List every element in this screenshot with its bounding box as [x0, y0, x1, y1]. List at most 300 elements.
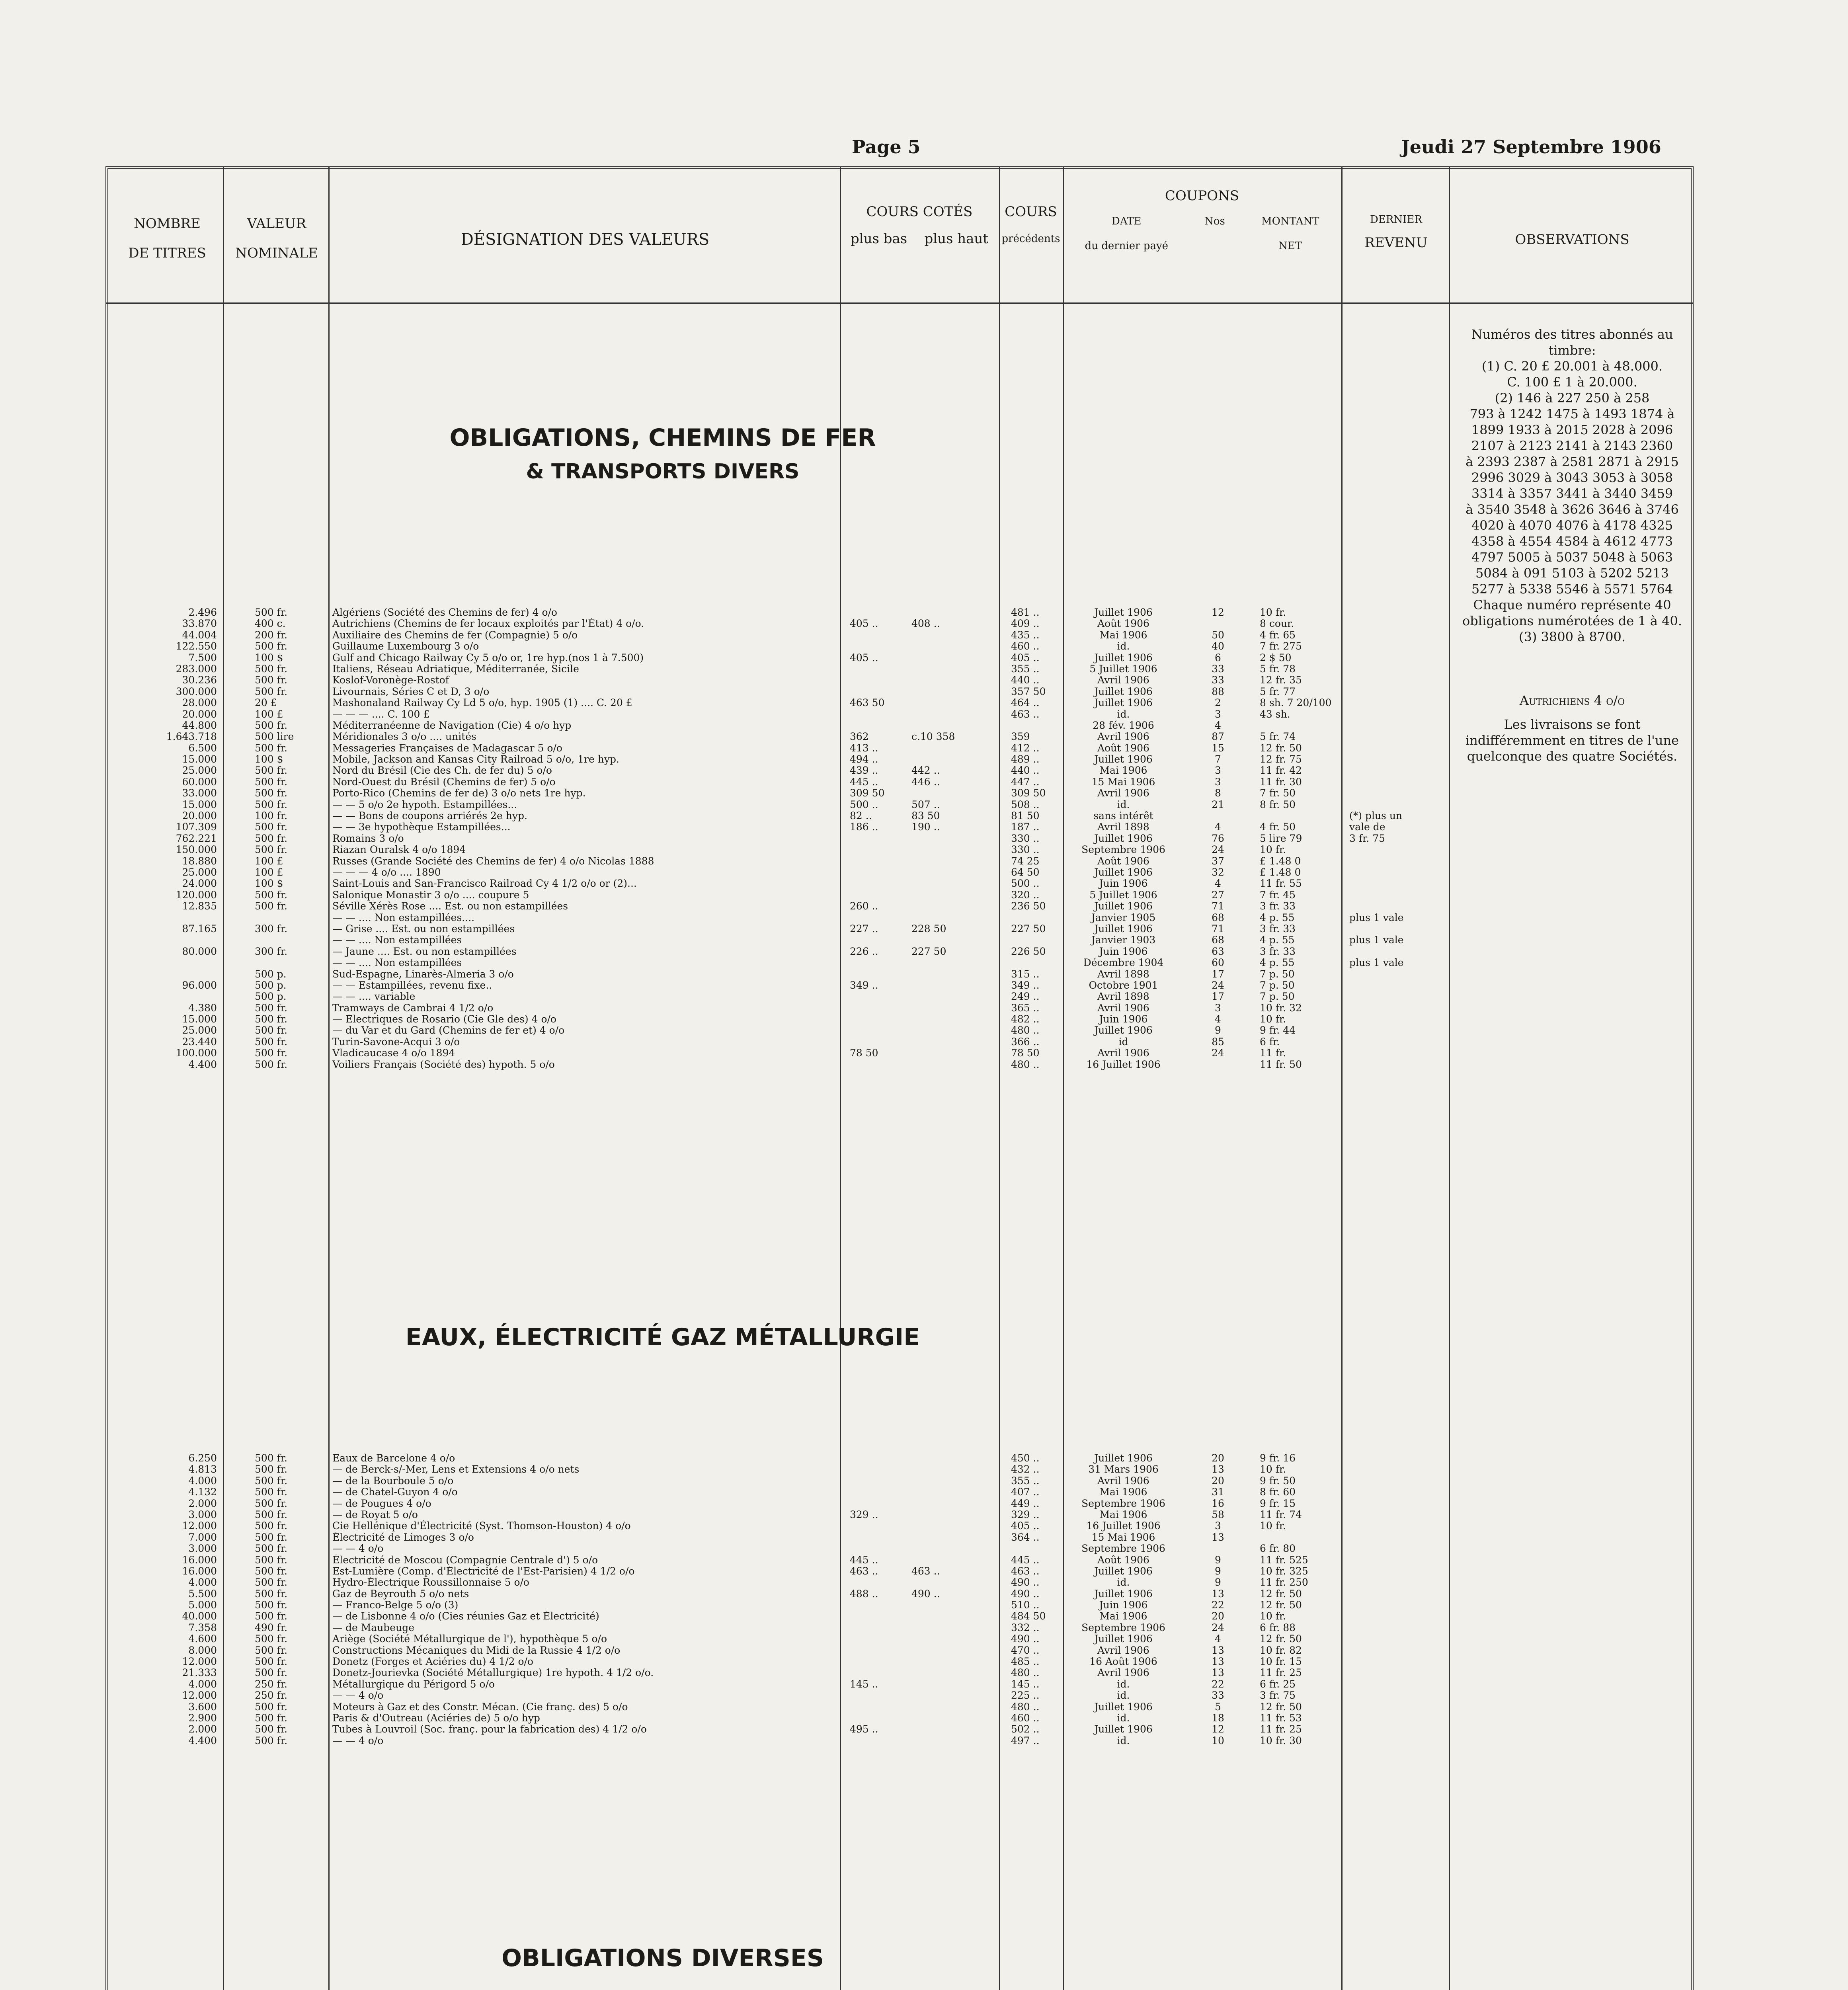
cell-plus-haut: 490 ..: [911, 1588, 940, 1600]
cell-montant: 10 fr. 82: [1260, 1645, 1302, 1656]
table-row: [0, 1509, 1848, 1520]
cell-revenu: plus 1 vale: [1349, 912, 1404, 923]
cell-nombre: 3.600: [188, 1701, 217, 1713]
cell-coupon-no: 24: [1212, 844, 1224, 856]
cell-coupon-no: 60: [1212, 957, 1224, 969]
cell-coupon-date: Mai 1906: [1099, 1509, 1147, 1520]
cell-coupon-date: Juin 1906: [1099, 878, 1148, 890]
section-title-obligations-diverses: OBLIGATIONS DIVERSES: [501, 1944, 824, 1972]
cell-nombre: 122.550: [176, 641, 217, 652]
cell-valeur: 300 fr.: [255, 946, 288, 957]
cell-nombre: 33.000: [182, 788, 217, 799]
cell-coupon-date: id.: [1117, 1735, 1130, 1746]
cell-cours-precedent: 449 ..: [1011, 1498, 1040, 1509]
cell-revenu: plus 1 vale: [1349, 957, 1404, 969]
observations-numeros-line: 4358 à 4554 4584 à 4612 4773: [1471, 534, 1673, 549]
cell-valeur: 500 fr.: [255, 1475, 288, 1487]
observations-numeros-line: à 2393 2387 à 2581 2871 à 2915: [1466, 454, 1679, 469]
cell-nombre: 5.000: [188, 1600, 217, 1611]
cell-valeur: 500 fr.: [255, 901, 288, 912]
cell-coupon-no: 4: [1215, 878, 1221, 890]
cell-coupon-no: 50: [1212, 629, 1224, 641]
cell-designation: — — 5 o/o 2e hypoth. Estampillées...: [332, 799, 517, 810]
cell-designation: Voiliers Français (Société des) hypoth. 5 o/o: [332, 1059, 555, 1070]
cell-coupon-no: 68: [1212, 935, 1224, 946]
cell-coupon-no: 5: [1215, 1701, 1221, 1713]
cell-valeur: 500 fr.: [255, 1520, 288, 1532]
cell-coupon-date: 28 fév. 1906: [1093, 720, 1154, 731]
cell-coupon-date: Septembre 1906: [1081, 1498, 1165, 1509]
cell-montant: 6 fr. 88: [1260, 1622, 1296, 1633]
cell-coupon-date: 5 Juillet 1906: [1089, 889, 1157, 901]
cell-coupon-date: Juillet 1906: [1094, 1453, 1153, 1464]
cell-plus-bas: 445 ..: [850, 776, 878, 788]
col-head-cours: COURS précédents: [1001, 204, 1060, 245]
cell-designation: — — — .... C. 100 £: [332, 708, 430, 720]
cell-cours-precedent: 78 50: [1011, 1048, 1040, 1059]
cell-designation: Auxiliaire des Chemins de fer (Compagnie) 5 o/o: [332, 629, 578, 641]
cell-nombre: 44.800: [182, 720, 217, 731]
cell-montant: 43 sh.: [1260, 708, 1290, 720]
cell-coupon-date: Janvier 1903: [1091, 935, 1156, 946]
cell-valeur: 100 £: [255, 708, 283, 720]
cell-coupon-no: 13: [1212, 1588, 1224, 1600]
cell-nombre: 4.400: [188, 1735, 217, 1746]
cell-nombre: 107.309: [176, 821, 217, 833]
cell-montant: 12 fr. 50: [1260, 1701, 1302, 1713]
cell-coupon-date: 5 Juillet 1906: [1089, 663, 1157, 675]
observations-autrichiens: Autrichiens 4 o/o Les livraisons se font indifféremment en titres de l'une quelconque des quatre Sociétés.: [1465, 693, 1679, 764]
cell-designation: Hydro-Électrique Roussillonnaise 5 o/o: [332, 1577, 529, 1588]
cell-montant: 10 fr.: [1260, 1520, 1286, 1532]
table-row: [0, 1014, 1848, 1025]
cell-montant: 10 fr.: [1260, 844, 1286, 856]
cell-valeur: 500 fr.: [255, 663, 288, 675]
cell-coupon-date: Avril 1906: [1097, 1645, 1149, 1656]
cell-designation: — — .... Non estampillées: [332, 957, 462, 969]
cell-coupon-no: 9: [1215, 1554, 1221, 1566]
table-row: [0, 946, 1848, 957]
cell-coupon-date: Mai 1906: [1099, 765, 1147, 776]
cell-valeur: 500 fr.: [255, 1554, 288, 1566]
col-head-cours-cotes: COURS COTÉS plus bas plus haut: [850, 204, 989, 247]
cell-plus-bas: 227 ..: [850, 923, 878, 935]
cell-cours-precedent: 74 25: [1011, 855, 1040, 867]
observations-numeros-line: C. 100 £ 1 à 20.000.: [1507, 375, 1637, 390]
cell-valeur: 500 fr.: [255, 1464, 288, 1475]
cell-designation: Électricité de Moscou (Compagnie Centrale d') 5 o/o: [332, 1554, 598, 1566]
cell-cours-precedent: 187 ..: [1011, 821, 1040, 833]
cell-coupon-date: Août 1906: [1097, 1554, 1149, 1566]
cell-montant: 8 sh. 7 20/100: [1260, 697, 1332, 709]
cell-cours-precedent: 490 ..: [1011, 1577, 1040, 1588]
cell-coupon-date: Avril 1906: [1097, 1667, 1149, 1679]
cell-montant: 6 fr. 80: [1260, 1543, 1296, 1555]
cell-valeur: 400 c.: [255, 618, 286, 630]
cell-nombre: 100.000: [176, 1048, 217, 1059]
cell-valeur: 500 fr.: [255, 1656, 288, 1668]
observations-numeros-line: (3) 3800 à 8700.: [1519, 629, 1626, 644]
cell-valeur: 100 £: [255, 855, 283, 867]
cell-cours-precedent: 405 ..: [1011, 652, 1040, 663]
cell-coupon-no: 24: [1212, 979, 1224, 991]
cell-coupon-no: 10: [1212, 1735, 1224, 1746]
cell-nombre: 4.000: [188, 1475, 217, 1487]
cell-coupon-date: Mai 1906: [1099, 1487, 1147, 1498]
cell-designation: Donetz-Jourievka (Société Métallurgique) 1re hypoth. 4 1/2 o/o.: [332, 1667, 654, 1679]
cell-montant: 12 fr. 50: [1260, 1588, 1302, 1600]
cell-montant: 4 p. 55: [1260, 935, 1295, 946]
cell-designation: Méditerranéenne de Navigation (Cie) 4 o/o hyp: [332, 720, 572, 731]
cell-cours-precedent: 480 ..: [1011, 1701, 1040, 1713]
cell-coupon-date: 16 Août 1906: [1089, 1656, 1157, 1668]
cell-nombre: 2.000: [188, 1724, 217, 1735]
observations-numeros-line: 2107 à 2123 2141 à 2143 2360: [1471, 438, 1673, 453]
cell-montant: 5 fr. 78: [1260, 663, 1296, 675]
cell-coupon-no: 13: [1212, 1645, 1224, 1656]
cell-cours-precedent: 481 ..: [1011, 607, 1040, 618]
cell-valeur: 500 fr.: [255, 641, 288, 652]
cell-coupon-no: 4: [1215, 720, 1221, 731]
cell-designation: Donetz (Forges et Aciéries du) 4 1/2 o/o: [332, 1656, 533, 1668]
cell-plus-bas: 260 ..: [850, 901, 878, 912]
cell-revenu: 3 fr. 75: [1349, 833, 1386, 844]
cell-valeur: 500 fr.: [255, 1025, 288, 1036]
cell-valeur: 500 fr.: [255, 889, 288, 901]
table-row: [0, 991, 1848, 1002]
cell-nombre: 12.835: [182, 901, 217, 912]
table-row: [0, 675, 1848, 686]
cell-montant: 7 p. 50: [1260, 968, 1295, 980]
cell-nombre: 15.000: [182, 754, 217, 765]
cell-montant: 10 fr. 325: [1260, 1565, 1308, 1577]
cell-nombre: 283.000: [176, 663, 217, 675]
cell-coupon-no: 37: [1212, 855, 1224, 867]
cell-coupon-date: id.: [1117, 641, 1130, 652]
cell-coupon-date: Octobre 1901: [1089, 979, 1158, 991]
cell-coupon-date: Juillet 1906: [1094, 1701, 1153, 1713]
cell-montant: 8 cour.: [1260, 618, 1294, 630]
cell-plus-bas: 413 ..: [850, 742, 878, 754]
cell-designation: Nord-Ouest du Brésil (Chemins de fer) 5 o/o: [332, 776, 556, 788]
table-row: [0, 833, 1848, 844]
cell-coupon-date: Juillet 1906: [1094, 1565, 1153, 1577]
cell-cours-precedent: 366 ..: [1011, 1036, 1040, 1048]
cell-designation: — du Var et du Gard (Chemins de fer et) 4 o/o: [332, 1025, 565, 1036]
cell-montant: 7 fr. 50: [1260, 788, 1296, 799]
cell-coupon-date: Juin 1906: [1099, 1600, 1148, 1611]
cell-valeur: 490 fr.: [255, 1622, 288, 1633]
observations-numeros-line: 2996 3029 à 3043 3053 à 3058: [1471, 470, 1673, 485]
cell-plus-haut: 83 50: [911, 810, 940, 822]
cell-designation: — — — 4 o/o .... 1890: [332, 866, 441, 878]
cell-plus-bas: 439 ..: [850, 765, 878, 776]
cell-designation: Russes (Grande Société des Chemins de fer) 4 o/o Nicolas 1888: [332, 855, 654, 867]
cell-montant: £ 1.48 0: [1260, 866, 1301, 878]
cell-cours-precedent: 470 ..: [1011, 1645, 1040, 1656]
cell-plus-bas: 500 ..: [850, 799, 878, 810]
cell-nombre: 23.440: [182, 1036, 217, 1048]
cell-valeur: 500 fr.: [255, 821, 288, 833]
table-row: [0, 1555, 1848, 1566]
cell-valeur: 500 lire: [255, 731, 294, 743]
cell-valeur: 500 fr.: [255, 720, 288, 731]
cell-designation: — — 4 o/o: [332, 1543, 384, 1555]
cell-montant: 11 fr. 53: [1260, 1712, 1302, 1724]
cell-montant: 6 fr.: [1260, 1036, 1280, 1048]
observations-numeros-line: 1899 1933 à 2015 2028 à 2096: [1471, 422, 1673, 437]
cell-nombre: 28.000: [182, 697, 217, 709]
cell-designation: — Franco-Belge 5 o/o (3): [332, 1600, 459, 1611]
cell-cours-precedent: 435 ..: [1011, 629, 1040, 641]
cell-nombre: 762.221: [176, 833, 217, 844]
cell-valeur: 500 fr.: [255, 1633, 288, 1645]
cell-nombre: 20.000: [182, 810, 217, 822]
cell-nombre: 6.500: [188, 742, 217, 754]
table-row: [0, 1048, 1848, 1059]
cell-coupon-date: Mai 1906: [1099, 1611, 1147, 1622]
cell-coupon-no: 17: [1212, 991, 1224, 1003]
cell-valeur: 500 fr.: [255, 1611, 288, 1622]
section-title-chemins-de-fer: OBLIGATIONS, CHEMINS DE FER: [449, 424, 876, 452]
cell-valeur: 500 fr.: [255, 1048, 288, 1059]
cell-cours-precedent: 225 ..: [1011, 1690, 1040, 1701]
col-head-designation: DÉSIGNATION DES VALEURS: [461, 230, 710, 249]
cell-designation: Livournais, Séries C et D, 3 o/o: [332, 686, 490, 697]
table-row: [0, 765, 1848, 776]
table-row: [0, 912, 1848, 923]
cell-cours-precedent: 489 ..: [1011, 754, 1040, 765]
cell-plus-haut: 228 50: [911, 923, 946, 935]
table-row: [0, 1690, 1848, 1701]
cell-cours-precedent: 480 ..: [1011, 1667, 1040, 1679]
cell-montant: 12 fr. 50: [1260, 1600, 1302, 1611]
cell-designation: — — 3e hypothèque Estampillées...: [332, 821, 511, 833]
table-row: [0, 776, 1848, 788]
observations-numeros-line: 4020 à 4070 4076 à 4178 4325: [1471, 518, 1673, 533]
header-rule: [105, 302, 1694, 304]
cell-plus-haut: 442 ..: [911, 765, 940, 776]
cell-montant: 3 fr. 75: [1260, 1690, 1296, 1701]
cell-valeur: 500 p.: [255, 979, 287, 991]
cell-montant: 9 fr. 44: [1260, 1025, 1296, 1036]
table-row: [0, 890, 1848, 901]
cell-montant: 10 fr. 15: [1260, 1656, 1302, 1668]
cell-nombre: 7.000: [188, 1532, 217, 1543]
cell-designation: — — 4 o/o: [332, 1735, 384, 1746]
cell-coupon-no: 12: [1212, 1724, 1224, 1735]
cell-nombre: 44.004: [182, 629, 217, 641]
cell-coupon-date: id: [1118, 1036, 1128, 1048]
cell-nombre: 5.500: [188, 1588, 217, 1600]
table-row: [0, 935, 1848, 946]
cell-cours-precedent: 440 ..: [1011, 675, 1040, 686]
cell-coupon-no: 87: [1212, 731, 1224, 743]
cell-coupon-date: Juillet 1906: [1094, 1588, 1153, 1600]
cell-coupon-no: 21: [1212, 799, 1224, 810]
cell-montant: £ 1.48 0: [1260, 855, 1301, 867]
cell-nombre: 33.870: [182, 618, 217, 630]
table-row: [0, 1487, 1848, 1498]
cell-valeur: 500 fr.: [255, 1487, 288, 1498]
table-row: [0, 969, 1848, 980]
cell-plus-bas: 494 ..: [850, 754, 878, 765]
table-row: [0, 867, 1848, 878]
cell-designation: Messageries Françaises de Madagascar 5 o/o: [332, 742, 562, 754]
cell-plus-bas: 463 ..: [850, 1565, 878, 1577]
cell-coupon-no: 3: [1215, 1002, 1221, 1014]
cell-designation: Turin-Savone-Acqui 3 o/o: [332, 1036, 460, 1048]
cell-valeur: 500 fr.: [255, 776, 288, 788]
cell-designation: — — 4 o/o: [332, 1690, 384, 1701]
table-row: [0, 844, 1848, 855]
cell-plus-bas: 145 ..: [850, 1678, 878, 1690]
cell-coupon-date: Juin 1906: [1099, 1014, 1148, 1025]
cell-revenu: plus 1 vale: [1349, 935, 1404, 946]
cell-montant: 7 fr. 45: [1260, 889, 1296, 901]
cell-coupon-no: 4: [1215, 1014, 1221, 1025]
cell-montant: 12 fr. 50: [1260, 742, 1302, 754]
cell-valeur: 20 £: [255, 697, 277, 709]
cell-coupon-date: Juillet 1906: [1094, 866, 1153, 878]
cell-valeur: 500 fr.: [255, 1453, 288, 1464]
table-row: [0, 1498, 1848, 1509]
cell-designation: Vladicaucase 4 o/o 1894: [332, 1048, 455, 1059]
table-row: [0, 957, 1848, 968]
cell-nombre: 1.643.718: [166, 731, 217, 743]
cell-valeur: 500 fr.: [255, 1543, 288, 1555]
cell-cours-precedent: 447 ..: [1011, 776, 1040, 788]
cell-nombre: 15.000: [182, 799, 217, 810]
cell-cours-precedent: 330 ..: [1011, 844, 1040, 856]
cell-montant: 9 fr. 15: [1260, 1498, 1296, 1509]
cell-valeur: 500 p.: [255, 968, 287, 980]
cell-coupon-no: 71: [1212, 923, 1224, 935]
cell-designation: Est-Lumière (Comp. d'Électricité de l'Est-Parisien) 4 1/2 o/o: [332, 1565, 635, 1577]
cell-montant: 5 fr. 74: [1260, 731, 1296, 743]
cell-valeur: 500 fr.: [255, 607, 288, 618]
cell-montant: 3 fr. 33: [1260, 923, 1296, 935]
cell-cours-precedent: 357 50: [1011, 686, 1046, 697]
cell-coupon-no: 2: [1215, 697, 1221, 709]
cell-valeur: 500 fr.: [255, 1712, 288, 1724]
cell-nombre: 4.600: [188, 1633, 217, 1645]
cell-montant: 11 fr. 74: [1260, 1509, 1302, 1520]
cell-valeur: 500 fr.: [255, 1498, 288, 1509]
cell-coupon-no: 12: [1212, 607, 1224, 618]
cell-coupon-date: id.: [1117, 1577, 1130, 1588]
cell-plus-haut: 190 ..: [911, 821, 940, 833]
cell-coupon-no: 31: [1212, 1487, 1224, 1498]
cell-montant: 11 fr. 55: [1260, 878, 1302, 890]
cell-coupon-no: 6: [1215, 652, 1221, 663]
cell-valeur: 250 fr.: [255, 1690, 288, 1701]
cell-cours-precedent: 315 ..: [1011, 968, 1040, 980]
cell-valeur: 500 fr.: [255, 1002, 288, 1014]
cell-nombre: 12.000: [182, 1656, 217, 1668]
cell-cours-precedent: 502 ..: [1011, 1724, 1040, 1735]
cell-designation: Autrichiens (Chemins de fer locaux exploités par l'État) 4 o/o.: [332, 618, 644, 630]
cell-valeur: 500 fr.: [255, 1059, 288, 1070]
cell-plus-bas: 488 ..: [850, 1588, 878, 1600]
cell-nombre: 8.000: [188, 1645, 217, 1656]
cell-coupon-no: 58: [1212, 1509, 1224, 1520]
cell-coupon-date: id.: [1117, 708, 1130, 720]
cell-nombre: 12.000: [182, 1520, 217, 1532]
cell-coupon-no: 8: [1215, 788, 1221, 799]
cell-nombre: 4.000: [188, 1678, 217, 1690]
table-row: [0, 1464, 1848, 1475]
cell-designation: — de Berck-s/-Mer, Lens et Extensions 4 o/o nets: [332, 1464, 580, 1475]
cell-designation: Moteurs à Gaz et des Constr. Mécan. (Cie franç. des) 5 o/o: [332, 1701, 628, 1713]
cell-nombre: 87.165: [182, 923, 217, 935]
cell-plus-bas: 78 50: [850, 1048, 878, 1059]
cell-valeur: 500 fr.: [255, 675, 288, 686]
cell-designation: Tubes à Louvroil (Soc. franç. pour la fabrication des) 4 1/2 o/o: [332, 1724, 647, 1735]
cell-valeur: 100 £: [255, 866, 283, 878]
table-row: [0, 1543, 1848, 1554]
cell-coupon-no: 13: [1212, 1667, 1224, 1679]
cell-nombre: 25.000: [182, 765, 217, 776]
page-label: Page 5: [852, 136, 921, 158]
cell-montant: 8 fr. 50: [1260, 799, 1296, 810]
cell-nombre: 25.000: [182, 1025, 217, 1036]
cell-nombre: 24.000: [182, 878, 217, 890]
cell-designation: Eaux de Barcelone 4 o/o: [332, 1453, 455, 1464]
cell-coupon-no: 4: [1215, 1633, 1221, 1645]
cell-cours-precedent: 463 ..: [1011, 708, 1040, 720]
col-head-observations: OBSERVATIONS: [1515, 232, 1629, 248]
cell-cours-precedent: 145 ..: [1011, 1678, 1040, 1690]
cell-coupon-date: Avril 1906: [1097, 788, 1149, 799]
cell-coupon-date: id.: [1117, 799, 1130, 810]
cell-coupon-date: Décembre 1904: [1083, 957, 1164, 969]
cell-montant: 10 fr.: [1260, 1464, 1286, 1475]
cell-nombre: 300.000: [176, 686, 217, 697]
table-row: [0, 1611, 1848, 1622]
table-row: [0, 1566, 1848, 1577]
col-head-nombre: NOMBRE DE TITRES: [128, 216, 206, 261]
cell-nombre: 4.132: [188, 1487, 217, 1498]
cell-designation: Salonique Monastir 3 o/o .... coupure 5: [332, 889, 529, 901]
table-row: [0, 799, 1848, 810]
cell-cours-precedent: 463 ..: [1011, 1565, 1040, 1577]
table-row: [0, 1735, 1848, 1746]
cell-plus-bas: 463 50: [850, 697, 885, 709]
cell-cours-precedent: 332 ..: [1011, 1622, 1040, 1633]
cell-montant: 12 fr. 50: [1260, 1633, 1302, 1645]
cell-coupon-no: 7: [1215, 754, 1221, 765]
cell-coupon-date: Septembre 1906: [1081, 1622, 1165, 1633]
cell-coupon-date: Avril 1906: [1097, 675, 1149, 686]
table-row: [0, 1701, 1848, 1713]
table-row: [0, 1577, 1848, 1588]
cell-cours-precedent: 480 ..: [1011, 1059, 1040, 1070]
cell-revenu: vale de: [1349, 821, 1386, 833]
cell-cours-precedent: 508 ..: [1011, 799, 1040, 810]
cell-plus-haut: c.10 358: [911, 731, 955, 743]
section-subtitle-transports: & TRANSPORTS DIVERS: [526, 460, 800, 484]
cell-coupon-no: 9: [1215, 1577, 1221, 1588]
cell-montant: 10 fr.: [1260, 607, 1286, 618]
cell-nombre: 6.250: [188, 1453, 217, 1464]
cell-nombre: 40.000: [182, 1611, 217, 1622]
observations-numeros-line: 3314 à 3357 3441 à 3440 3459: [1471, 486, 1673, 501]
cell-valeur: 500 fr.: [255, 1724, 288, 1735]
cell-nombre: 20.000: [182, 708, 217, 720]
cell-designation: Méridionales 3 o/o .... unités: [332, 731, 476, 743]
cell-nombre: 16.000: [182, 1565, 217, 1577]
